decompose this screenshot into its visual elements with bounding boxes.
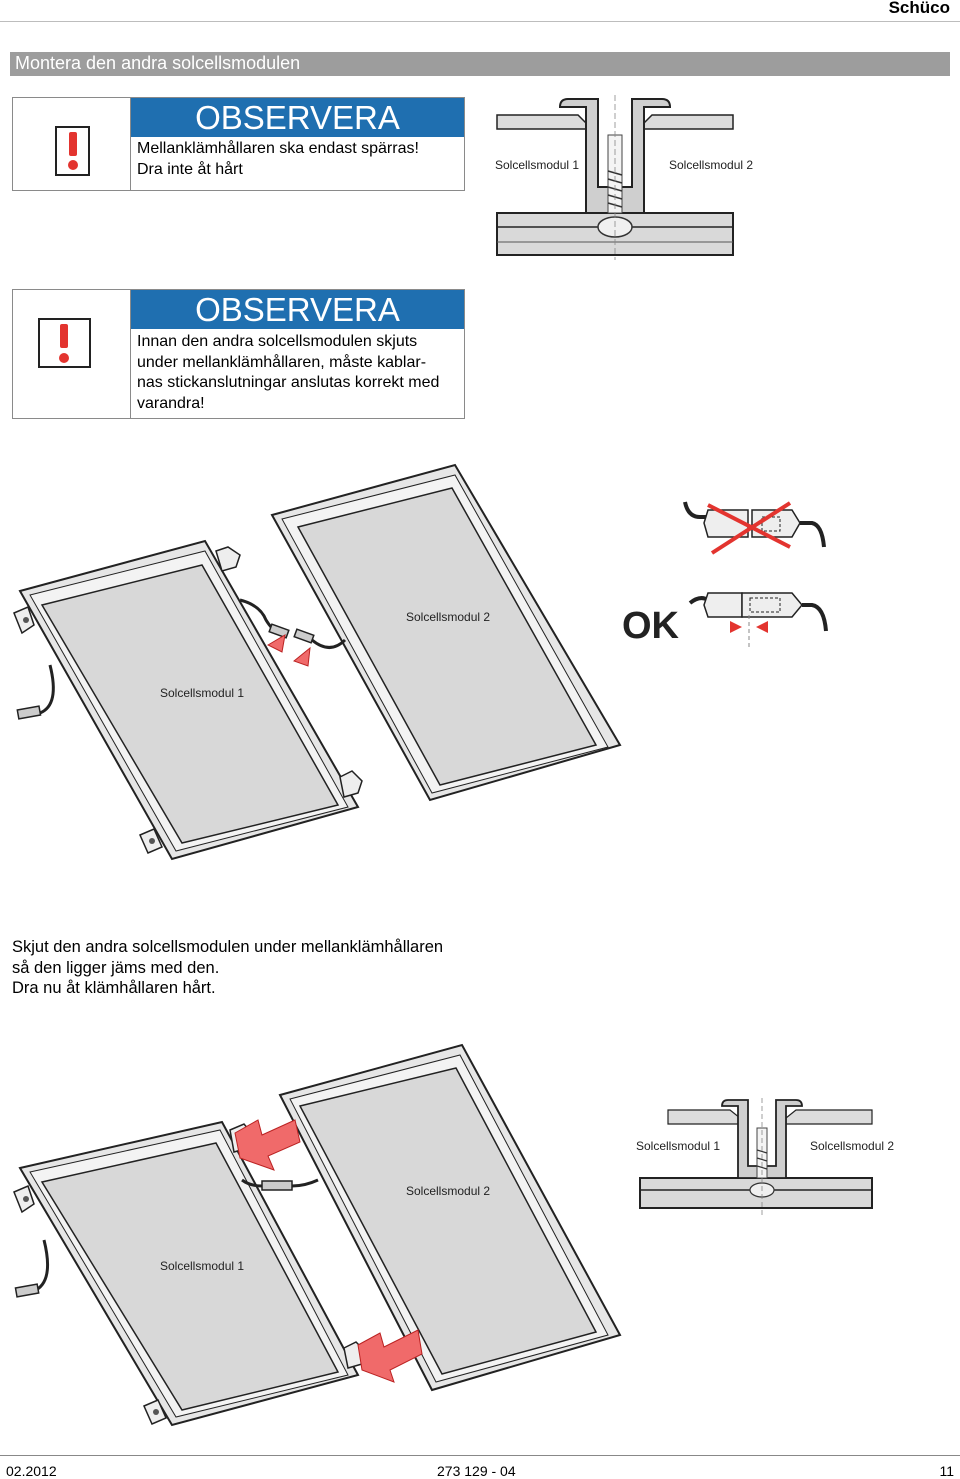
section-title: Montera den andra solcellsmodulen [15, 53, 301, 73]
clamp-section-figure-2 [636, 1098, 894, 1218]
connector-ok [690, 593, 826, 647]
note-1-line: Mellanklämhållaren ska endast spärras! [137, 140, 419, 157]
note-1-line: Dra inte åt hårt [137, 160, 243, 178]
arrow-icon [294, 648, 310, 666]
brand-name: Schüco [888, 0, 950, 17]
module-2-label: Solcellsmodul 2 [669, 158, 754, 172]
module-1-label: Solcellsmodul 1 [160, 686, 245, 700]
exclamation-icon [13, 98, 130, 190]
footer-page-number: 11 [939, 1463, 954, 1479]
module-2-label: Solcellsmodul 2 [810, 1139, 895, 1153]
module-1-label: Solcellsmodul 1 [160, 1259, 245, 1273]
footer-date: 02.2012 [6, 1463, 57, 1479]
observera-note-2 [12, 289, 465, 419]
footer-divider [0, 1455, 960, 1456]
warning-icon-cell [13, 98, 131, 190]
footer-doc-number: 273 129 - 04 [437, 1463, 516, 1479]
observera-note-1 [12, 97, 465, 191]
instruction-line: så den ligger jäms med den. [12, 958, 220, 977]
header-divider [0, 21, 960, 22]
module-2-label: Solcellsmodul 2 [406, 1184, 491, 1198]
module-1-label: Solcellsmodul 1 [495, 158, 580, 172]
note-2-line: nas stickanslutningar anslutas korrekt med [137, 374, 440, 391]
panel-assembly-figure [0, 1040, 960, 1450]
note-1-title: OBSERVERA [131, 98, 464, 137]
note-2-line: Innan den andra solcellsmodulen skjuts [137, 333, 418, 350]
connector-wrong [685, 502, 824, 553]
arrow-icon [358, 1330, 422, 1382]
arrow-icon [268, 635, 285, 652]
note-2-line: under mellanklämhållaren, måste kablar- [137, 353, 427, 371]
note-2-line: varandra! [137, 394, 205, 412]
panel-connection-figure [0, 455, 960, 875]
instruction-line: Skjut den andra solcellsmodulen under mellanklämhållaren [12, 938, 444, 956]
instruction-line: Dra nu åt klämhållaren hårt. [12, 979, 216, 997]
module-1-label: Solcellsmodul 1 [636, 1139, 721, 1153]
module-2-label: Solcellsmodul 2 [406, 610, 491, 624]
warning-icon-cell [13, 290, 131, 418]
exclamation-icon [13, 290, 130, 418]
clamp-section-figure-1 [490, 95, 754, 260]
instruction-text [12, 937, 443, 999]
note-2-title: OBSERVERA [131, 290, 464, 329]
ok-label: OK [622, 605, 679, 647]
